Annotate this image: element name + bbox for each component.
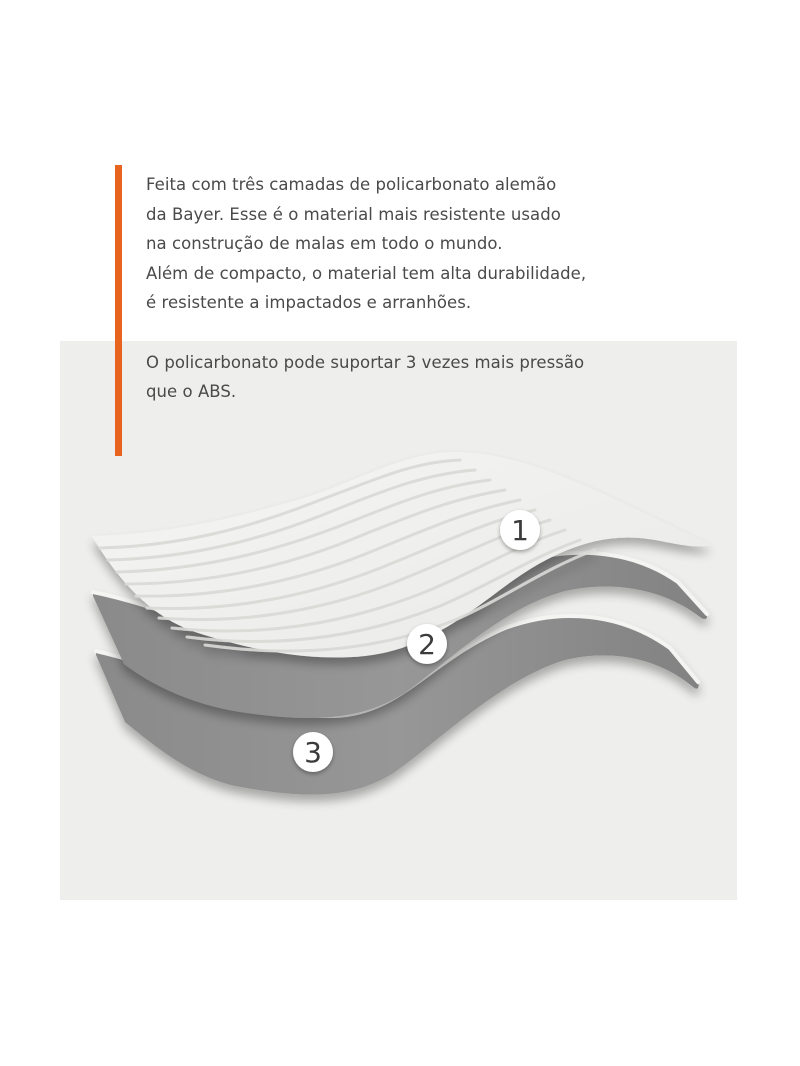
layer-3-number: 3 [304, 736, 322, 769]
text-line: que o ABS. [146, 382, 237, 401]
text-line: Feita com três camadas de policarbonato alemão [146, 175, 557, 194]
text-line: O policarbonato pode suportar 3 vezes mais pressão [146, 352, 585, 372]
layer-2-number: 2 [418, 628, 436, 661]
layer-2-badge [407, 624, 447, 664]
text-line: da Bayer. Esse é o material mais resistente usado [146, 204, 561, 224]
layer-1-number: 1 [511, 514, 529, 547]
layer-3-badge [293, 732, 333, 772]
text-line: é resistente a impactados e arranhões. [146, 293, 472, 312]
text-line: Além de compacto, o material tem alta durabilidade, [146, 263, 587, 283]
layer-1-badge [500, 510, 540, 550]
text-line: na construção de malas em todo o mundo. [146, 234, 503, 253]
